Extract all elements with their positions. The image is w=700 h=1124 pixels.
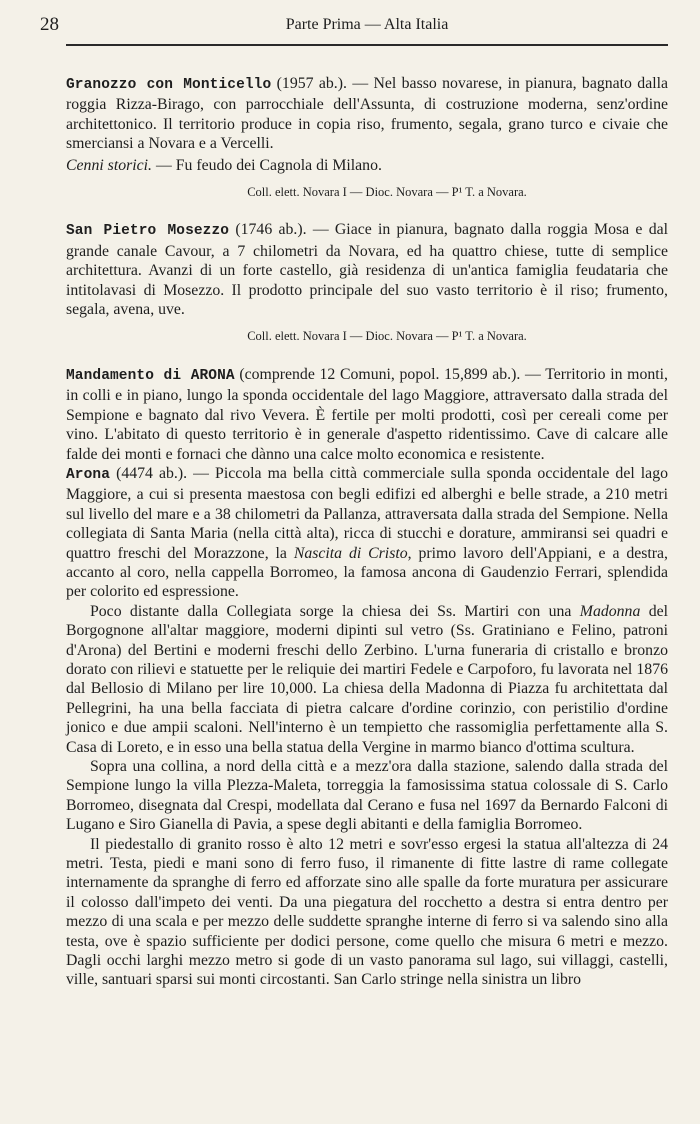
entry-body: (1957 ab.). — Nel basso novarese, in pianura, bagnato dalla roggia Rizza-Birago, con parrocchiale dell'Assunta, di costruzione moderna, senz'ordine architettonico. Il territorio produce in copia riso, frumento, segala, grano turco e civaie che smerciansi a Novara e a Vercelli. xyxy=(66,75,668,153)
running-title: Parte Prima — Alta Italia xyxy=(285,16,449,33)
entry-san-pietro-mosezzo xyxy=(66,220,668,319)
entry-title: Granozzo con Monticello xyxy=(66,77,272,93)
paragraph: Sopra una collina, a nord della città e a mezz'ora dalla stazione, salendo dalla strada del Sempione lungo la villa Plezza-Maleta, torreggia la famosissima statua colossale di S. Carlo Borromeo, disegnata dal Crespi, modellata dal Cerano e fusa nel 1697 da Bernardo Falconi di Lugano e Siro Gianella di Pavia, a spese degli abitanti e della famiglia Borromeo. xyxy=(66,758,668,834)
cenni-label: Cenni storici. xyxy=(66,156,153,174)
page-number: 28 xyxy=(40,14,59,35)
page-header xyxy=(40,0,668,46)
paragraph xyxy=(66,602,668,757)
entry-body-a: (4474 ab.). — Piccola ma bella città commerciale sulla sponda occidentale del lago Maggiore, a cui si presenta maestosa con begli edifizi ed alberghi e belle strade, a 210 metri sul livello del mare e a 38 chilometri da Pallanza, attraversata dalla strada del Sempione. Nella collegiata di Santa Maria (nella città alta), ricca di stucchi e dorature, ammiransi sei quadri e quattro freschi del Morazzone, la xyxy=(66,464,668,562)
entry-body-b: , primo lavoro dell'Appiani, e a destra, accanto al coro, nella cappella Borromeo, la famosa ancona di Gaudenzio Ferrari, splendida per colorito ed espressione. xyxy=(66,544,669,601)
entry-body: (comprende 12 Comuni, popol. 15,899 ab.). — Territorio in monti, in colli e in piano, lungo la sponda occidentale del lago Maggiore, attraversato dalla strada del Sempione e bagnato dal rivo Vevera. È fertile per molti prodotti, così per cereali come per vino. L'abitato di questo territorio è in generale d'aspetto ridentissimo. Cave di calcare alle falde dei monti e fornaci che dànno una calce molto economica e resistente. xyxy=(66,365,668,463)
page-content xyxy=(66,74,668,990)
collegio-line: Coll. elett. Novara I — Dioc. Novara — P¹ T. a Novara. xyxy=(247,185,527,200)
entry-title: San Pietro Mosezzo xyxy=(66,223,230,240)
paragraph-text-a: Poco distante dalla Collegiata sorge la chiesa dei Ss. Martiri con una xyxy=(90,602,580,620)
entry-title: Mandamento di ARONA xyxy=(66,367,235,384)
artwork-title: Madonna xyxy=(579,602,641,620)
cenni-text: — Fu feudo dei Cagnola di Milano. xyxy=(152,156,382,174)
cenni-storici xyxy=(66,156,668,175)
entry-body: (1746 ab.). — Giace in pianura, bagnato dalla roggia Mosa e dal grande canale Cavour, a 7 chilometri da Novara, ed ha quattro chiese, tutte di semplice architettura. Avanzi di un forte castello, già residenza di un'antica famiglia feudataria che intitolavasi di Mosezzo. Il prodotto principale del suo vasto territorio è il riso; frumento, segala, avena, uve. xyxy=(66,221,668,319)
entry-arona xyxy=(66,464,668,602)
entry-mandamento-arona xyxy=(66,365,668,464)
paragraph: Il piedestallo di granito rosso è alto 12 metri e sovr'esso ergesi la statua all'altezza di 24 metri. Testa, piedi e mani sono di ferro fuso, il rimanente di fitte lastre di rame collegate internamente da spranghe di ferro ed afforzate sino alle spalle da forte muratura per assicurare il colosso dall'impeto dei venti. Da una piegatura del rocchetto a destra si entra dentro per mezzo di una scala e per mezzo delle suddette spranghe interne di ferro si va salendo sino alla testa, ove è spazio sufficiente per dodici persone, come quello che misura 6 metri e mezzo. Dagli occhi larghi mezzo metro si gode di un vasto panorama sul lago, sui villaggi, castelli, ville, santuari sparsi sui monti circostanti. San Carlo stringe nella sinistra un libro xyxy=(66,835,668,989)
entry-granozzo xyxy=(66,74,668,154)
paragraph-text-b: del Borgognone all'altar maggiore, moderni dipinti sul vetro (Ss. Gratiniano e Felino, patroni d'Arona) del Bertini e moderni freschi dello Zerbino. L'urna funeraria di cristallo e bronzo dorato con rilievi e statuette per le reliquie dei martiri Fedele e Carpoforo, fu lavorata nel 1876 dal Bellosio di Milano per lire 10,000. La chiesa della Madonna di Piazza fu architettata dal Pellegrini, ha una bella facciata di pietra calcare d'ordine corinzio, con peristilio d'ordine jonico e due ampii scaloni. Nell'interno è un tempietto che rassomiglia perfettamente alla S. Casa di Loreto, e in esso una bella statua della Vergine in marmo bianco d'ottima scultura. xyxy=(66,602,668,756)
artwork-title: Nascita di Cristo xyxy=(293,544,408,562)
entry-title: Arona xyxy=(66,466,111,483)
collegio-line: Coll. elett. Novara I — Dioc. Novara — P¹ T. a Novara. xyxy=(247,329,527,344)
